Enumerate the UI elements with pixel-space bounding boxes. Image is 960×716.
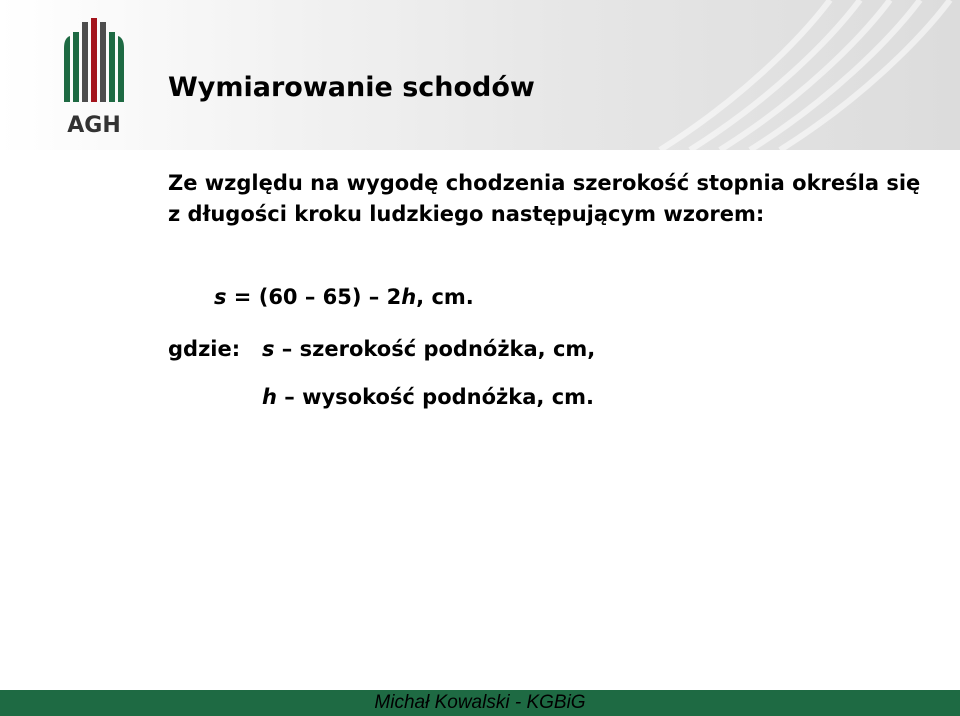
formula-tail: , cm.: [416, 285, 474, 309]
where-h-var: h: [262, 385, 277, 409]
where-label: gdzie:: [168, 337, 241, 361]
header-decorative-stripes: [620, 0, 960, 150]
where-line-s: [168, 337, 595, 361]
formula-var-h: h: [401, 285, 417, 309]
page-title: Wymiarowanie schodów: [168, 72, 535, 103]
footer-author: Michał Kowalski - KGBiG: [374, 692, 586, 713]
where-s-var: s: [262, 337, 275, 361]
formula-middle: = (60 – 65) – 2: [226, 285, 402, 309]
where-line-h: [262, 385, 594, 409]
agh-logo: [56, 14, 132, 138]
where-s-desc: – szerokość podnóżka, cm,: [274, 337, 596, 361]
logo-text: AGH: [67, 113, 121, 138]
formula-var-s: s: [214, 285, 227, 309]
footer-bar: [0, 690, 960, 716]
where-h-desc: – wysokość podnóżka, cm.: [276, 385, 595, 409]
stair-formula: [214, 285, 474, 309]
intro-paragraph: Ze względu na wygodę chodzenia szerokość stopnia określa się z długości kroku ludzkiego następującym wzorem:: [168, 171, 921, 226]
